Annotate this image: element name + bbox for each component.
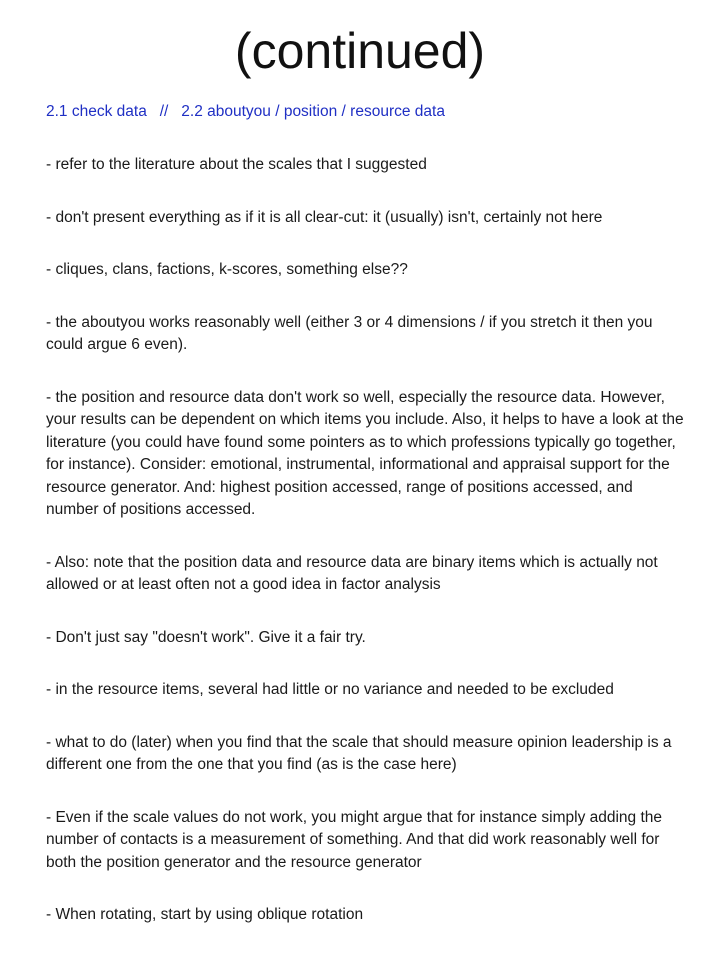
bullet-item: - what to do (later) when you find that the scale that should measure opinion leadership is a different one from the one that you find (as is the case here) xyxy=(46,733,672,773)
bullet-item: - Also: note that the position data and resource data are binary items which is actually not allowed or at least often not a good idea in factor analysis xyxy=(46,553,658,593)
bullet-item: - the aboutyou works reasonably well (either 3 or 4 dimensions / if you stretch it then you could argue 6 even). xyxy=(46,313,653,353)
bullet-item: - Don't just say "doesn't work". Give it a fair try. xyxy=(46,628,366,646)
bullet-item: - the position and resource data don't work so well, especially the resource data. However, your results can be dependent on which items you include. Also, it helps to have a look at the literature (you could have found some pointers as to which professions typically go together, for instance). Consider: emotional, instrumental, informational and appraisal support for the resource generator. And: highest position accessed, range of positions accessed, and number of positions accessed. xyxy=(46,388,684,518)
bullet-item: - don't present everything as if it is all clear-cut: it (usually) isn't, certainly not here xyxy=(46,208,603,226)
bullet-item: - Even if the scale values do not work, you might argue that for instance simply adding the number of contacts is a measurement of something. And that did work reasonably well for both the position generator and the resource generator xyxy=(46,808,663,871)
bullet-item: - cliques, clans, factions, k-scores, something else?? xyxy=(46,261,408,278)
bullet-list xyxy=(46,154,686,927)
bullet-item: - in the resource items, several had little or no variance and needed to be excluded xyxy=(46,681,614,698)
slide-subtitle: 2.1 check data // 2.2 aboutyou / position / resource data xyxy=(46,103,445,120)
bullet-item: - When rotating, start by using oblique rotation xyxy=(46,906,364,923)
slide-title: (continued) xyxy=(234,23,486,79)
bullet-item: - refer to the literature about the scales that I suggested xyxy=(46,156,427,173)
